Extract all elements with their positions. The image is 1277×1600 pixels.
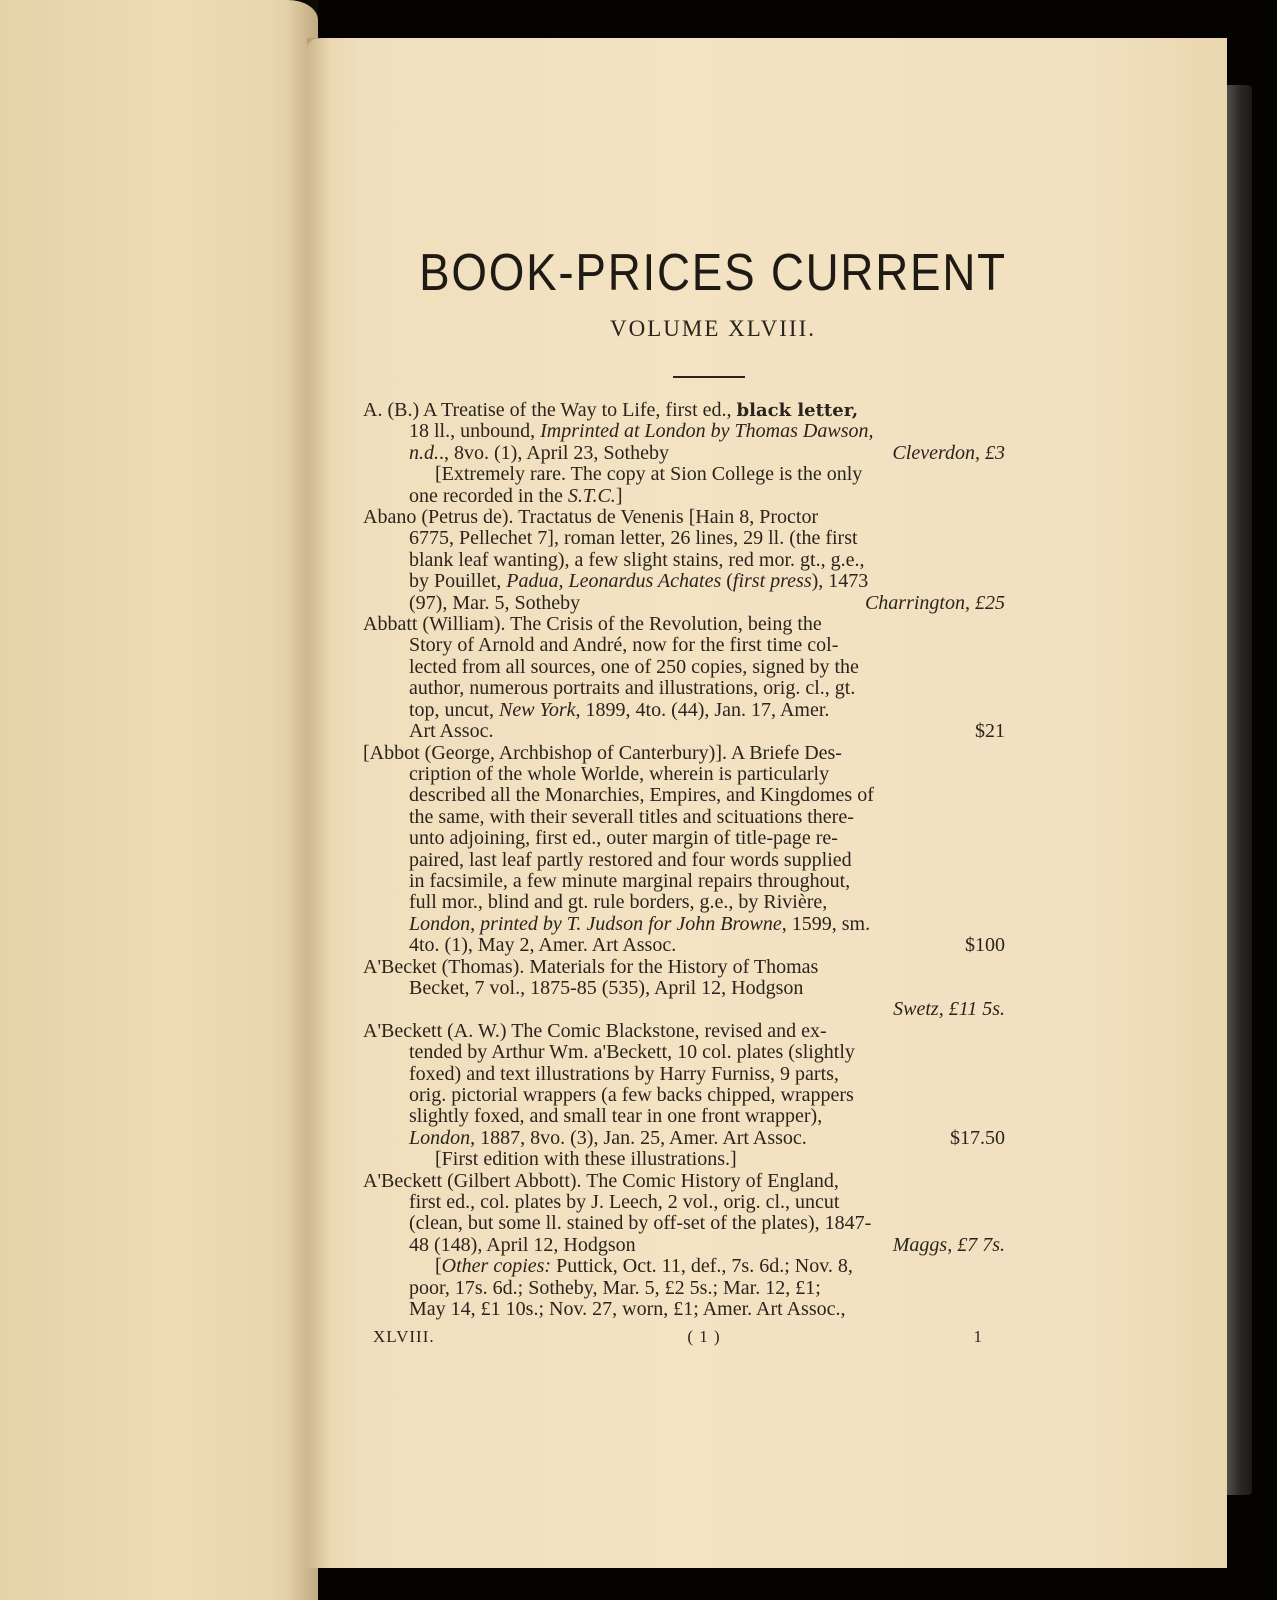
entry-line <box>363 828 1005 849</box>
entry-text: Abano (Petrus de). Tractatus de Venenis [Hain 8, Proctor <box>363 506 819 529</box>
entry-line <box>363 1106 1005 1127</box>
entry-text: one recorded in the <box>409 484 568 507</box>
entry-line <box>363 871 1005 892</box>
entry-line <box>363 700 1005 721</box>
entry-line <box>363 1213 1005 1234</box>
page-number: ( 1 ) <box>687 1327 721 1346</box>
entry-text: [Extremely rare. The copy at Sion College is the only <box>435 463 863 486</box>
entry-line <box>363 1021 1005 1042</box>
entry-abbatt <box>363 614 1005 742</box>
entry-line <box>363 1085 1005 1106</box>
entry-line <box>363 421 1005 442</box>
entry-text: ), 1473 <box>811 570 869 593</box>
entry-line <box>363 1299 1005 1320</box>
entry-line <box>363 1042 1005 1063</box>
entry-line <box>363 850 1005 871</box>
imprint-text: New York <box>499 698 576 721</box>
entry-line <box>363 721 1005 742</box>
entry-line <box>363 1171 1005 1192</box>
entry-text: Story of Arnold and André, now for the first time col- <box>409 634 839 657</box>
entry-text: A'Beckett (Gilbert Abbott). The Comic History of England, <box>363 1169 839 1192</box>
page-footer <box>373 1327 983 1347</box>
entry-line <box>363 571 1005 592</box>
entry-line <box>363 743 1005 764</box>
entry-abeckett-gilbert <box>363 1171 1005 1321</box>
entry-abano <box>363 507 1005 614</box>
price: $17.50 <box>950 1126 1005 1149</box>
imprint-text: n.d. <box>409 441 439 464</box>
entry-text: Abbatt (William). The Crisis of the Revolution, being the <box>363 613 822 636</box>
entry-line <box>363 635 1005 656</box>
entry-text: lected from all sources, one of 250 copies, signed by the <box>409 655 859 678</box>
other-copies-label: Other copies: <box>441 1255 552 1278</box>
entry-line <box>363 978 1005 999</box>
entry-text: (clean, but some ll. stained by off-set of the plates), 1847- <box>409 1212 872 1235</box>
entry-text: first ed., col. plates by J. Leech, 2 vol., orig. cl., uncut <box>409 1191 840 1214</box>
entry-line <box>363 400 1005 421</box>
buyer-price: Maggs, £7 7s. <box>892 1233 1005 1256</box>
entry-note <box>363 1149 1005 1170</box>
entry-a-b <box>363 400 1005 507</box>
entry-text: , 1899, 4to. (44), Jan. 17, Amer. <box>575 698 830 721</box>
entry-text: ., 8vo. (1), April 23, Sotheby <box>439 441 669 464</box>
entry-text: Puttick, Oct. 11, def., 7s. 6d.; Nov. 8, <box>551 1255 853 1278</box>
entry-list <box>363 400 1005 1320</box>
entry-line <box>363 957 1005 978</box>
entry-text: ] <box>615 484 623 507</box>
entry-text: 18 ll., unbound, <box>409 420 541 443</box>
price: $100 <box>965 934 1005 957</box>
entry-text: blank leaf wanting), a few slight stains, red mor. gt., g.e., <box>409 548 865 571</box>
entry-text: A'Beckett (A. W.) The Comic Blackstone, revised and ex- <box>363 1019 827 1042</box>
entry-line <box>363 678 1005 699</box>
imprint-text: Imprinted at London by Thomas Dawson, <box>540 420 874 443</box>
entry-line <box>363 593 1005 614</box>
entry-line <box>363 657 1005 678</box>
buyer-price: Swetz, £11 5s. <box>893 998 1005 1021</box>
entry-text: ( <box>721 570 733 593</box>
entry-line <box>363 807 1005 828</box>
entry-line <box>363 486 1005 507</box>
entry-text: cription of the whole Worlde, wherein is particularly <box>409 762 830 785</box>
entry-text: , 1599, sm. <box>781 912 871 935</box>
entry-line <box>363 1278 1005 1299</box>
entry-text: full mor., blind and gt. rule borders, g.e., by Rivière, <box>409 891 828 914</box>
entry-line <box>363 935 1005 956</box>
entry-text: the same, with their severall titles and scituations there- <box>409 805 854 828</box>
entry-line <box>363 1235 1005 1256</box>
entry-text: unto adjoining, first ed., outer margin of title-page re- <box>409 827 838 850</box>
entry-note <box>363 464 1005 485</box>
entry-note <box>363 1256 1005 1277</box>
entry-text: foxed) and text illustrations by Harry Furniss, 9 parts, <box>409 1062 839 1085</box>
entry-text: poor, 17s. 6d.; Sotheby, Mar. 5, £2 5s.; Mar. 12, £1; <box>409 1276 821 1299</box>
entry-text: May 14, £1 10s.; Nov. 27, worn, £1; Amer. Art Assoc., <box>409 1298 846 1321</box>
entry-abeckett-aw <box>363 1021 1005 1171</box>
entry-text: , 1887, 8vo. (3), Jan. 25, Amer. Art Assoc. <box>470 1126 807 1149</box>
buyer-price: Cleverdon, £3 <box>892 441 1005 464</box>
volume-heading: VOLUME XLVIII. <box>609 316 816 341</box>
entry-text: paired, last leaf partly restored and four words supplied <box>409 848 852 871</box>
entry-abbot <box>363 743 1005 957</box>
entry-text: 48 (148), April 12, Hodgson <box>409 1233 636 1256</box>
entry-line <box>363 443 1005 464</box>
entry-text: orig. pictorial wrappers (a few backs chipped, wrappers <box>409 1084 854 1106</box>
entry-line <box>363 1064 1005 1085</box>
entry-line <box>363 1128 1005 1149</box>
entry-text: 4to. (1), May 2, Amer. Art Assoc. <box>409 934 677 957</box>
imprint-text: first press <box>732 570 812 593</box>
entry-text: author, numerous portraits and illustrations, orig. cl., gt. <box>409 677 856 700</box>
buyer-price: Charrington, £25 <box>864 591 1005 614</box>
entry-text: [Abbot (George, Archbishop of Canterbury)]. A Briefe Des- <box>363 741 842 764</box>
left-page <box>0 0 318 1600</box>
entry-text: Becket, 7 vol., 1875-85 (535), April 12, Hodgson <box>409 976 804 999</box>
entry-text: in facsimile, a few minute marginal repairs throughout, <box>409 869 851 892</box>
entry-line <box>363 764 1005 785</box>
entry-line <box>363 507 1005 528</box>
entry-line <box>363 1192 1005 1213</box>
signature-mark: XLVIII. <box>373 1327 435 1346</box>
entry-line <box>363 785 1005 806</box>
entry-text: A. (B.) A Treatise of the Way to Life, first ed., <box>363 399 737 421</box>
entry-text: Art Assoc. <box>409 720 494 743</box>
entry-line <box>363 528 1005 549</box>
entry-text: by Pouillet, <box>409 570 507 593</box>
title-rule <box>673 376 745 378</box>
entry-abecket-thomas <box>363 957 1005 1021</box>
entry-text: (97), Mar. 5, Sotheby <box>409 591 581 614</box>
price: $21 <box>975 720 1005 743</box>
imprint-text: London <box>409 1126 471 1149</box>
entry-text: slightly foxed, and small tear in one front wrapper), <box>409 1105 823 1128</box>
entry-text: [First edition with these illustrations.] <box>435 1148 737 1171</box>
reference-text: S.T.C. <box>567 484 616 507</box>
entry-line <box>363 914 1005 935</box>
imprint-text: London, printed by T. Judson for John Browne <box>409 912 782 935</box>
gathering-mark: 1 <box>973 1327 983 1346</box>
page-title: BOOK-PRICES CURRENT <box>419 244 1007 302</box>
entry-text: A'Becket (Thomas). Materials for the History of Thomas <box>363 955 819 978</box>
entry-line <box>363 614 1005 635</box>
entry-line <box>363 550 1005 571</box>
black-letter-text: black letter, <box>736 400 859 421</box>
entry-line <box>363 892 1005 913</box>
entry-line <box>363 999 1005 1020</box>
entry-text: tended by Arthur Wm. a'Beckett, 10 col. plates (slightly <box>409 1041 855 1064</box>
imprint-text: Padua, Leonardus Achates <box>506 570 722 593</box>
entry-text: [ <box>435 1255 442 1278</box>
entry-text: described all the Monarchies, Empires, and Kingdomes of <box>409 784 874 807</box>
entry-text: 6775, Pellechet 7], roman letter, 26 lines, 29 ll. (the first <box>409 527 858 550</box>
entry-text: top, uncut, <box>409 698 499 721</box>
